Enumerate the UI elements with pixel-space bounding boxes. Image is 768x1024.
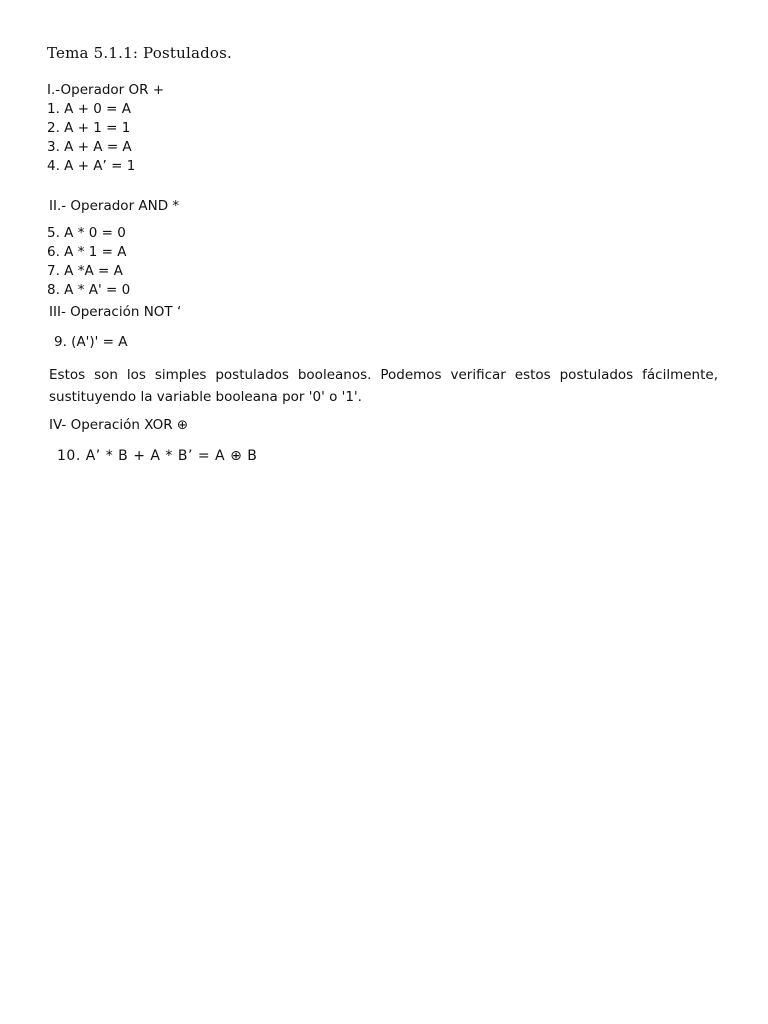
postulate-2: 2. A + 1 = 1 <box>47 120 131 136</box>
and-heading: II.- Operador AND * <box>49 198 180 214</box>
postulate-1: 1. A + 0 = A <box>47 101 132 117</box>
xor-heading: IV- Operación XOR ⊕ <box>49 417 189 433</box>
page-title: Tema 5.1.1: Postulados. <box>47 44 232 62</box>
postulate-8: 8. A * A' = 0 <box>47 282 131 298</box>
postulate-7: 7. A *A = A <box>47 263 123 279</box>
explanation-paragraph: Estos son los simples postulados booleanos. Podemos verificar estos postulados fácilmente, sustituyendo la variable booleana por '0' o '1'. <box>49 367 718 405</box>
postulate-4: 4. A + A’ = 1 <box>47 158 136 174</box>
postulate-10: 10. A’ * B + A * B’ = A ⊕ B <box>57 448 258 464</box>
postulate-5: 5. A * 0 = 0 <box>47 225 126 241</box>
not-heading: III- Operación NOT ‘ <box>49 304 182 320</box>
postulate-3: 3. A + A = A <box>47 139 132 155</box>
or-heading: I.-Operador OR + <box>47 82 165 98</box>
postulate-6: 6. A * 1 = A <box>47 244 127 260</box>
postulate-9: 9. (A')' = A <box>54 334 128 350</box>
